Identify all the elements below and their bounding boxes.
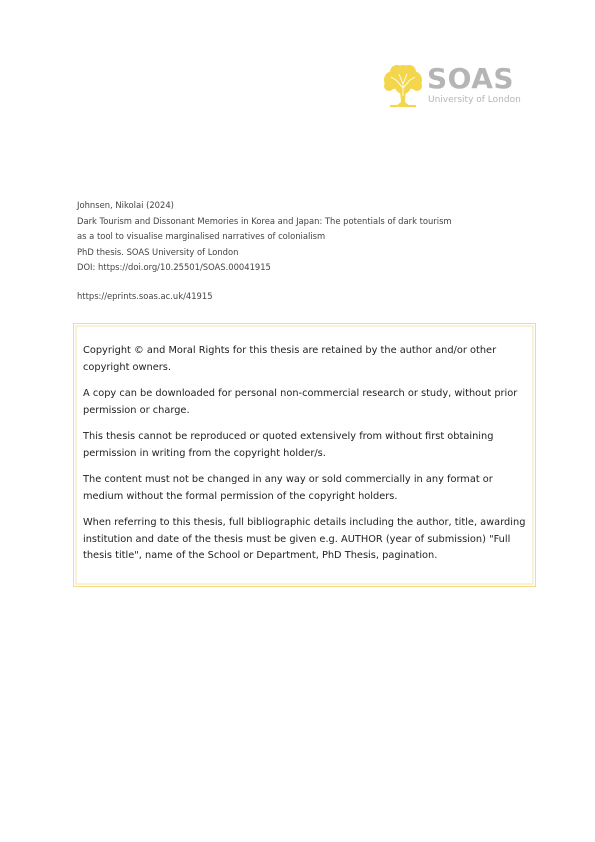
thesis-title-line-2: as a tool to visualise marginalised narratives of colonialism [77,231,326,241]
rights-paragraph-referencing: When referring to this thesis, full bibliographic details including the author, title, awarding institution and date of the thesis must be given e.g. AUTHOR (year of submission) "Full thesis title", name of the School or Department, PhD Thesis, pagination. [83,517,526,561]
rights-paragraph-content: The content must not be changed in any way or sold commercially in any format or medium without the formal permission of the copyright holders. [83,474,493,502]
degree-info: PhD thesis. SOAS University of London [77,246,239,257]
tree-icon [380,62,426,108]
author-year: Johnsen, Nikolai (2024) [77,200,174,210]
eprints-url[interactable]: https://eprints.soas.ac.uk/41915 [77,291,213,301]
soas-logo [380,62,530,112]
doi-link[interactable]: DOI: https://doi.org/10.25501/SOAS.00041915 [77,262,271,272]
rights-paragraph-download: A copy can be downloaded for personal non-commercial research or study, without prior permission or charge. [83,388,518,416]
thesis-title-line-1: Dark Tourism and Dissonant Memories in Korea and Japan: The potentials of dark tourism [77,215,452,226]
citation-block [77,198,452,276]
logo-wordmark: SOAS [427,62,515,95]
rights-paragraph-copyright: Copyright © and Moral Rights for this thesis are retained by the author and/or other copyright owners. [83,345,497,373]
rights-paragraph-reproduction: This thesis cannot be reproduced or quoted extensively from without first obtaining permission in writing from the copyright holder/s. [83,431,494,459]
rights-notice [83,343,528,575]
logo-subtitle: University of London [428,95,521,105]
